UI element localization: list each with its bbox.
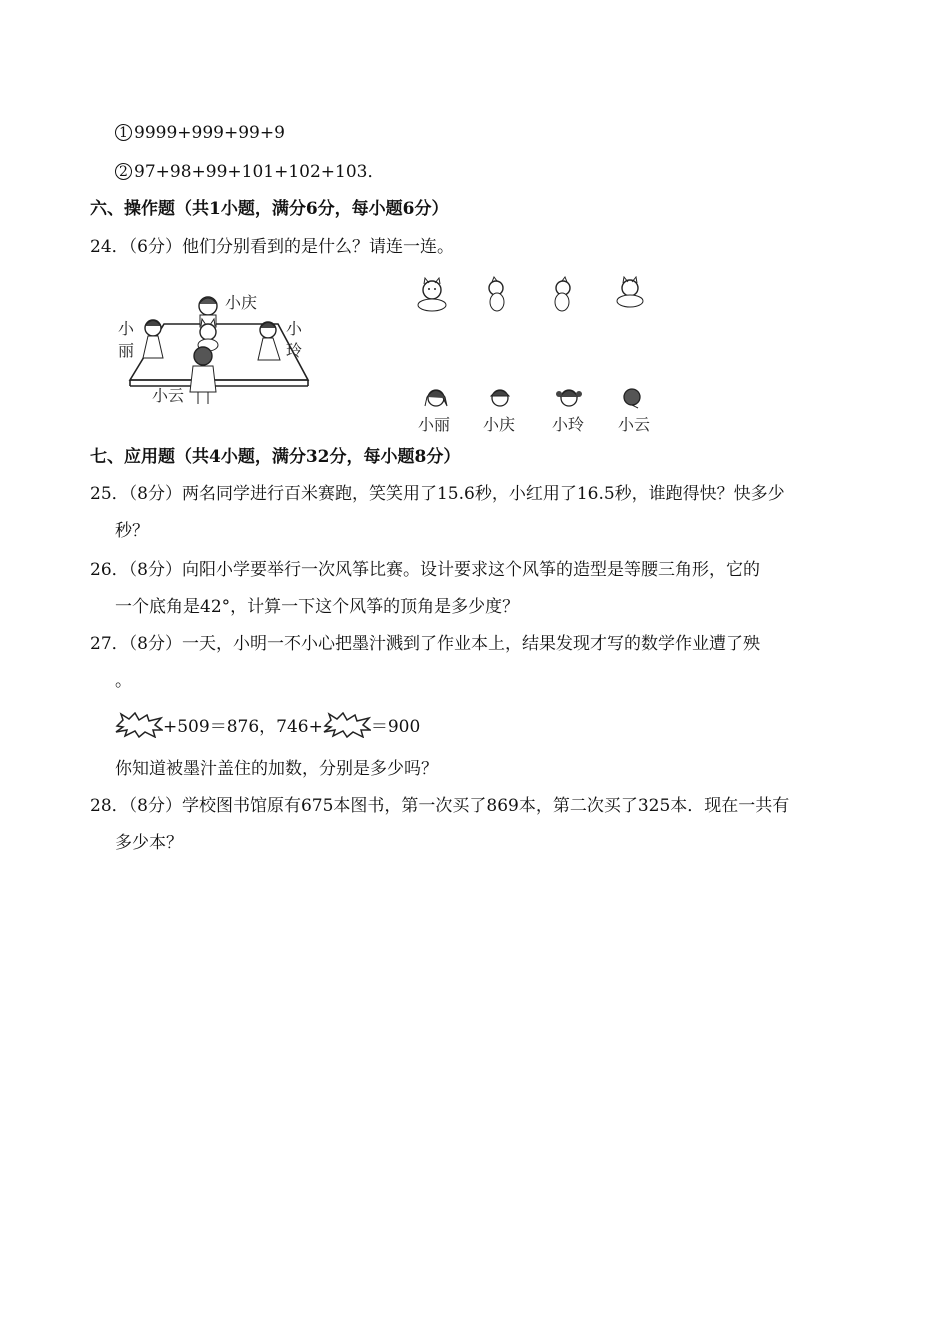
boy-qing-head-icon bbox=[491, 390, 509, 406]
question-27-line2: 。 bbox=[115, 671, 132, 691]
cat-side-view-icon bbox=[555, 277, 570, 311]
yun-back-head-icon bbox=[624, 389, 640, 408]
cat-back-view-icon bbox=[617, 277, 643, 307]
circled-number-2: 2 bbox=[115, 163, 132, 180]
expression-1: 1 9999+999+99+9 bbox=[115, 122, 285, 144]
kids-heads-row bbox=[414, 384, 654, 410]
question-26-line1: 26．（8分）向阳小学要举行一次风筝比赛。设计要求这个风筝的造型是等腰三角形，它的 bbox=[90, 560, 760, 580]
question-27-question: 你知道被墨汁盖住的加数，分别是多少吗？ bbox=[115, 759, 438, 779]
girl-li-head-icon bbox=[425, 390, 447, 406]
scene-label-yun: 小云 bbox=[152, 386, 185, 405]
circled-number-1: 1 bbox=[115, 124, 132, 141]
bottom-label-ling: 小玲 bbox=[552, 415, 585, 434]
bottom-label-yun: 小云 bbox=[618, 415, 651, 434]
scene-label-ling: 小玲 bbox=[286, 319, 303, 360]
question-24: 24．（6分）他们分别看到的是什么？请连一连。 bbox=[90, 237, 454, 257]
scene-label-qing: 小庆 bbox=[225, 293, 258, 312]
scene-label-li: 小丽 bbox=[118, 319, 135, 360]
question-27-line1: 27．（8分）一天，小明一不小心把墨汁溅到了作业本上，结果发现才写的数学作业遭了殃 bbox=[90, 634, 760, 654]
question-28-line2: 多少本？ bbox=[115, 833, 183, 853]
question-26-line2: 一个底角是42°，计算一下这个风筝的顶角是多少度？ bbox=[115, 597, 520, 617]
bottom-label-li: 小丽 bbox=[418, 415, 451, 434]
bottom-label-qing: 小庆 bbox=[483, 415, 516, 434]
ink-splash-icon bbox=[115, 712, 163, 738]
question-25-line1: 25．（8分）两名同学进行百米赛跑，笑笑用了15.6秒，小红用了16.5秒，谁跑得快？快多少 bbox=[90, 484, 785, 504]
cat-side-view-icon bbox=[489, 277, 504, 311]
expression-2: 2 97+98+99+101+102+103． bbox=[115, 161, 384, 183]
question-28-line1: 28．（8分）学校图书馆原有675本图书，第一次买了869本，第二次买了325本．现在一共有 bbox=[90, 796, 790, 816]
cat-views-row bbox=[410, 276, 650, 314]
section-6-title: 六、操作题（共1小题，满分6分，每小题6分） bbox=[90, 199, 449, 219]
section-7-title: 七、应用题（共4小题，满分32分，每小题8分） bbox=[90, 447, 461, 467]
cat-front-view-icon bbox=[418, 278, 446, 311]
ink-splash-icon bbox=[323, 712, 371, 738]
question-27-equation: +509＝876，746+ ＝900 bbox=[115, 712, 420, 738]
girl-ling-head-icon bbox=[556, 390, 582, 406]
question-25-line2: 秒？ bbox=[115, 521, 149, 541]
